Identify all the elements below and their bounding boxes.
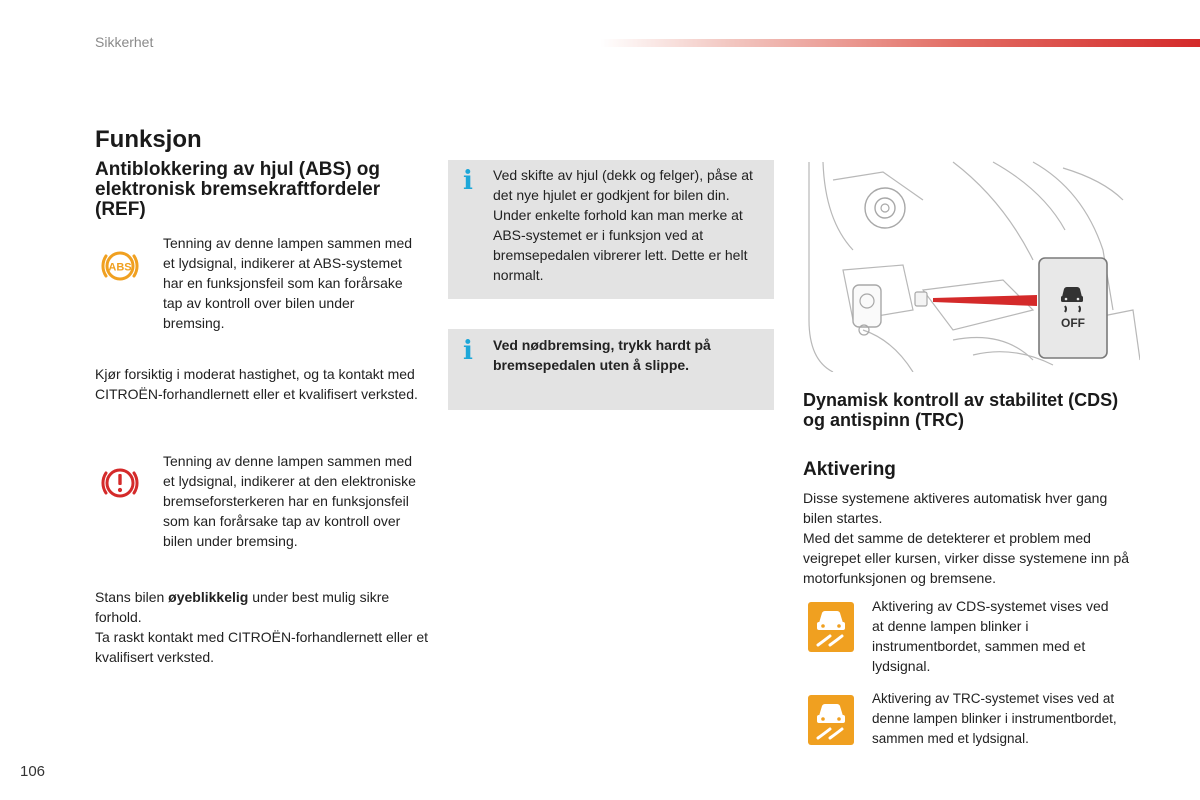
activation-paragraph-1: Disse systemene aktiveres automatisk hver gang bilen startes. bbox=[803, 490, 1108, 526]
stop-advice-emphasis: øyeblikkelig bbox=[168, 589, 249, 605]
cds-heading: Dynamisk kontroll av stabilitet (CDS) og antispinn (TRC) bbox=[803, 390, 1119, 430]
skid-warning-icon bbox=[808, 602, 854, 652]
info-box-wheel-change-text: Ved skifte av hjul (dekk og felger), påse at det nye hjulet er godkjent for bilen din. Under enkelte forhold kan man merke at ABS-systemet er i funksjon ved at bremsepedalen vibrerer lett. Dette er helt normalt. bbox=[493, 167, 753, 283]
page-number: 106 bbox=[20, 763, 46, 780]
page-title: Funksjon bbox=[95, 126, 202, 153]
stop-advice-pre: Stans bilen bbox=[95, 589, 169, 605]
off-button-label: OFF bbox=[1061, 316, 1085, 330]
trc-activation-text: Aktivering av TRC-systemet vises ved at denne lampen blinker i instrumentbordet, sammen med et lydsignal. bbox=[872, 691, 1117, 746]
svg-text:ABS: ABS bbox=[108, 261, 132, 274]
activation-paragraph-2: Med det samme de detekterer et problem med veigrepet eller kursen, virker disse systemene inn på motorfunksjonen og bremsene. bbox=[803, 530, 1130, 586]
skid-warning-icon bbox=[808, 695, 854, 745]
info-box-emergency-braking-text: Ved nødbremsing, trykk hardt på bremsepedalen uten å slippe. bbox=[493, 337, 711, 373]
info-icon: i bbox=[463, 166, 473, 196]
abs-warning-text: Tenning av denne lampen sammen med et lydsignal, indikerer at ABS-systemet har en funksjonsfeil som kan forårsake tap av kontroll over bilen under bremsing. bbox=[163, 235, 413, 331]
cds-activation-text: Aktivering av CDS-systemet vises ved at denne lampen blinker i instrumentbordet, sammen med et lydsignal. bbox=[872, 598, 1109, 674]
info-icon: i bbox=[463, 336, 473, 366]
brake-warning-text: Tenning av denne lampen sammen med et lydsignal, indikerer at den elektroniske bremseforsterkeren har en funksjonsfeil som kan forårsake tap av kontroll over bilen under bremsing. bbox=[163, 453, 416, 549]
abs-advice-text: Kjør forsiktig i moderat hastighet, og ta kontakt med CITROËN-forhandlernett eller et kvalifisert verksted. bbox=[95, 366, 418, 402]
stop-advice-post: under best mulig sikre forhold. bbox=[95, 589, 390, 625]
dashboard-illustration bbox=[803, 160, 1140, 372]
contact-advice-text: Ta raskt kontakt med CITROËN-forhandlernett eller et kvalifisert verksted. bbox=[95, 629, 429, 665]
abs-warning-icon bbox=[98, 247, 142, 285]
header-accent-bar bbox=[600, 39, 1200, 47]
abs-heading: Antiblokkering av hjul (ABS) og elektronisk bremsekraftfordeler (REF) bbox=[95, 159, 381, 220]
activation-heading: Aktivering bbox=[803, 459, 896, 480]
stop-advice-text bbox=[95, 587, 430, 667]
brake-warning-icon bbox=[98, 464, 142, 502]
section-label: Sikkerhet bbox=[95, 34, 154, 50]
